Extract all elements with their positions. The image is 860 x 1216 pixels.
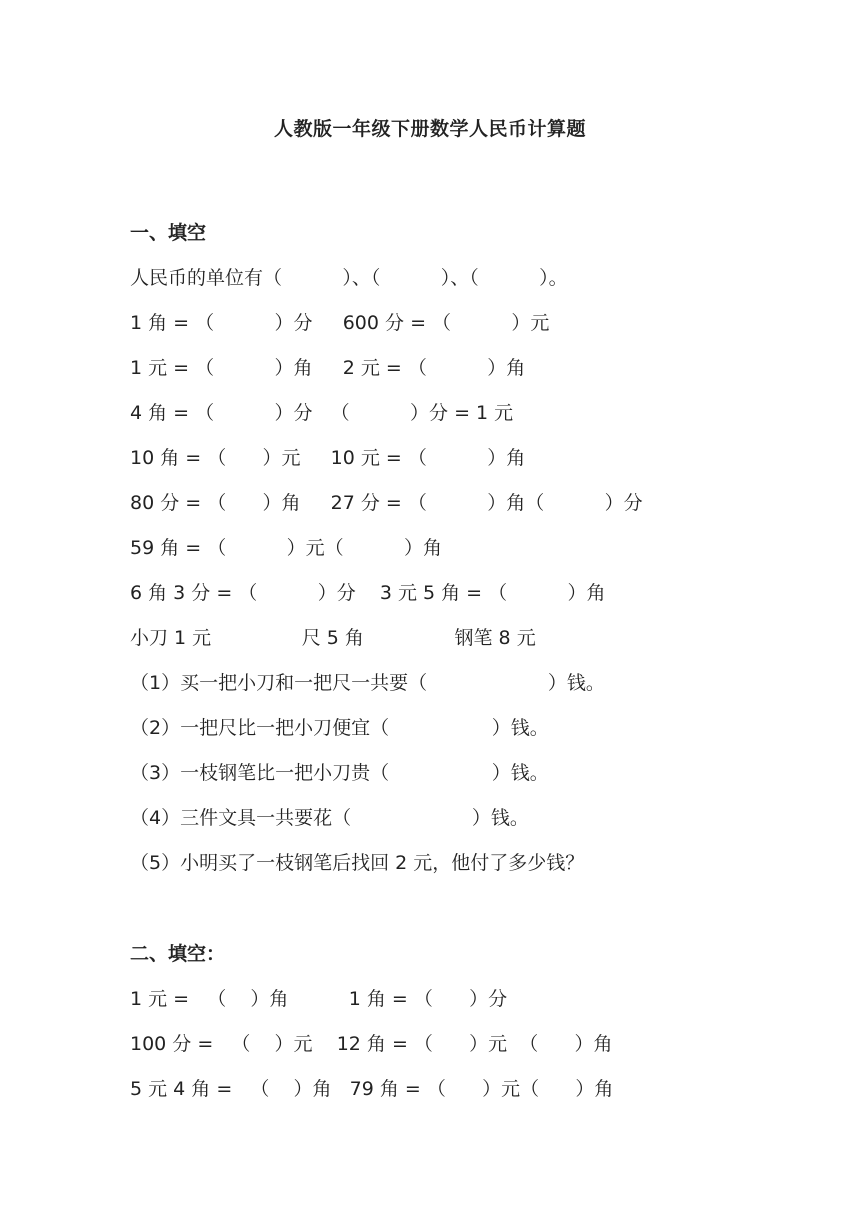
section2-line-3: 5 元 4 角 = （ ）角 79 角 = （ ）元（ ）角 xyxy=(130,1078,614,1100)
section2-line-2: 100 分 = （ ）元 12 角 = （ ）元 （ ）角 xyxy=(130,1033,613,1055)
section1-line-8: 6 角 3 分 = （ ）分 3 元 5 角 = （ ）角 xyxy=(130,582,606,604)
question-2: （2）一把尺比一把小刀便宜（ ）钱。 xyxy=(130,717,549,739)
question-5: （5）小明买了一枝钢笔后找回 2 元，他付了多少钱？ xyxy=(130,852,585,874)
question-3: （3）一枝钢笔比一把小刀贵（ ）钱。 xyxy=(130,762,549,784)
section1-line-3: 1 元 = （ ）角 2 元 = （ ）角 xyxy=(130,357,526,379)
section2-line-1: 1 元 = （ ）角 1 角 = （ ）分 xyxy=(130,988,508,1010)
question-4: （4）三件文具一共要花（ ）钱。 xyxy=(130,807,529,829)
section1-line-4: 4 角 = （ ）分 （ ）分 = 1 元 xyxy=(130,402,514,424)
section1-heading: 一、填空 xyxy=(130,222,207,244)
section1-line-5: 10 角 = （ ）元 10 元 = （ ）角 xyxy=(130,447,526,469)
section1-line-2: 1 角 = （ ）分 600 分 = （ ）元 xyxy=(130,312,550,334)
section1-line-7: 59 角 = （ ）元（ ）角 xyxy=(130,537,443,559)
price-list-line: 小刀 1 元 尺 5 角 钢笔 8 元 xyxy=(130,627,536,649)
page-title: 人教版一年级下册数学人民币计算题 xyxy=(273,118,586,140)
section1-line-1: 人民币的单位有（ ）、（ ）、（ ）。 xyxy=(130,267,568,289)
section2-heading: 二、填空： xyxy=(130,943,226,965)
question-1: （1）买一把小刀和一把尺一共要（ ）钱。 xyxy=(130,672,605,694)
section1-line-6: 80 分 = （ ）角 27 分 = （ ）角（ ）分 xyxy=(130,492,643,514)
